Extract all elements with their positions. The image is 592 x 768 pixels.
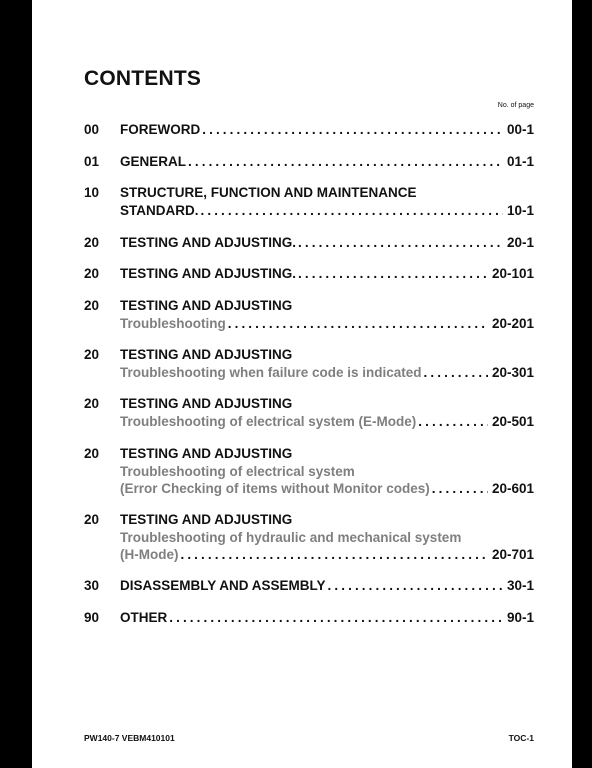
dot-leader xyxy=(228,316,488,331)
toc-page-number: 30-1 xyxy=(506,578,534,593)
toc-line xyxy=(120,481,534,499)
toc-entry-body xyxy=(120,578,534,596)
toc-section-number: 20 xyxy=(84,298,100,313)
toc-line xyxy=(120,122,534,140)
toc-section-number: 30 xyxy=(84,578,100,593)
toc-line xyxy=(120,235,534,253)
toc-line xyxy=(120,512,534,530)
toc-subtitle: Troubleshooting xyxy=(120,315,226,331)
dot-leader xyxy=(432,481,488,496)
toc-page-number: 00-1 xyxy=(506,122,534,137)
toc-line xyxy=(120,396,534,414)
toc-title: STRUCTURE, FUNCTION AND MAINTENANCE xyxy=(120,185,417,200)
toc-line xyxy=(120,547,534,565)
toc-page-number: 01-1 xyxy=(506,154,534,169)
toc-line xyxy=(120,610,534,628)
toc-section-number: 20 xyxy=(84,266,100,281)
toc-title: TESTING AND ADJUSTING xyxy=(120,396,293,411)
toc-page-number: 20-701 xyxy=(491,547,534,562)
toc-entry-body xyxy=(120,610,534,628)
dot-leader xyxy=(169,610,503,625)
toc-subtitle: (Error Checking of items without Monitor codes) xyxy=(120,481,430,496)
toc-line xyxy=(120,414,534,432)
toc-page-number: 10-1 xyxy=(506,202,534,218)
toc-title: TESTING AND ADJUSTING xyxy=(120,512,293,527)
toc-page-number: 20-501 xyxy=(491,413,534,429)
toc-line xyxy=(120,203,534,221)
toc-section-number: 20 xyxy=(84,347,100,362)
toc-entry-body xyxy=(120,235,534,253)
toc-subtitle: Troubleshooting when failure code is indicated xyxy=(120,364,422,380)
toc-title: TESTING AND ADJUSTING xyxy=(120,446,293,461)
dot-leader xyxy=(298,235,503,250)
toc-entry-body xyxy=(120,266,534,284)
dot-leader xyxy=(328,578,503,593)
toc-title: TESTING AND ADJUSTING xyxy=(120,347,293,362)
dot-leader xyxy=(418,414,488,429)
toc-page-number: 20-301 xyxy=(491,364,534,380)
toc-line xyxy=(120,365,534,383)
page-title: CONTENTS xyxy=(84,67,202,90)
toc-page-number: 20-1 xyxy=(506,235,534,250)
toc-line xyxy=(120,464,534,482)
toc-title: TESTING AND ADJUSTING. xyxy=(120,266,297,281)
toc-subtitle: Troubleshooting of electrical system xyxy=(120,463,355,479)
toc-entry-body xyxy=(120,185,534,220)
toc-entry-body xyxy=(120,122,534,140)
toc-title: STANDARD. xyxy=(120,202,199,218)
toc-entry-body xyxy=(120,347,534,382)
toc-section-number: 20 xyxy=(84,396,100,411)
toc-title: OTHER xyxy=(120,610,168,625)
toc-entry-body xyxy=(120,396,534,431)
toc-line xyxy=(120,446,534,464)
toc-section-number: 00 xyxy=(84,122,100,137)
toc-line xyxy=(120,298,534,316)
toc-section-number: 20 xyxy=(84,512,100,527)
toc-title: DISASSEMBLY AND ASSEMBLY xyxy=(120,578,326,593)
toc-section-number: 90 xyxy=(84,610,100,625)
toc-title: TESTING AND ADJUSTING xyxy=(120,298,293,313)
toc-entry-body xyxy=(120,154,534,172)
footer-page-number: TOC-1 xyxy=(508,733,534,743)
toc-title: FOREWORD xyxy=(120,122,201,137)
toc-title: GENERAL xyxy=(120,154,187,169)
dot-leader xyxy=(298,266,488,281)
toc-entry-body xyxy=(120,298,534,333)
dot-leader xyxy=(424,365,488,380)
toc-line xyxy=(120,578,534,596)
dot-leader xyxy=(180,547,487,562)
toc-page-number: 90-1 xyxy=(506,610,534,625)
toc-subtitle: Troubleshooting of electrical system (E-Mode) xyxy=(120,413,417,429)
dot-leader xyxy=(201,203,503,218)
toc-title: TESTING AND ADJUSTING. xyxy=(120,235,297,250)
toc-subtitle: (H-Mode) xyxy=(120,547,179,562)
toc-line xyxy=(120,266,534,284)
page-number-column-label: No. of page xyxy=(497,102,534,109)
toc-entry-body xyxy=(120,446,534,499)
toc-line xyxy=(120,347,534,365)
toc-page-number: 20-101 xyxy=(491,266,534,281)
toc-section-number: 01 xyxy=(84,154,100,169)
toc-line xyxy=(120,185,534,203)
toc-section-number: 10 xyxy=(84,185,100,200)
footer-model-code: PW140-7 VEBM410101 xyxy=(84,733,175,743)
dot-leader xyxy=(202,122,503,137)
toc-page-number: 20-601 xyxy=(491,481,534,496)
toc-subtitle: Troubleshooting of hydraulic and mechanical system xyxy=(120,529,462,545)
toc-line xyxy=(120,530,534,548)
toc-page-number: 20-201 xyxy=(491,315,534,331)
toc-section-number: 20 xyxy=(84,446,100,461)
toc-entry-body xyxy=(120,512,534,565)
toc-line xyxy=(120,316,534,334)
dot-leader xyxy=(188,154,503,169)
toc-section-number: 20 xyxy=(84,235,100,250)
toc-line xyxy=(120,154,534,172)
document-page xyxy=(32,0,572,768)
